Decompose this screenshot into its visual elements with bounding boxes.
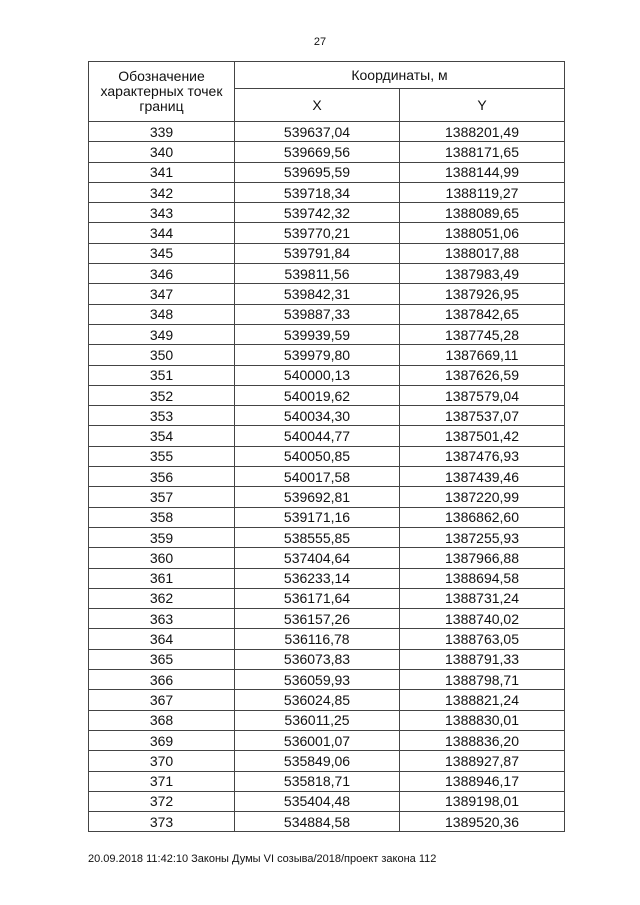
y-cell: 1388731,24 (400, 588, 565, 608)
x-cell: 539811,56 (235, 264, 400, 284)
x-cell: 536116,78 (235, 629, 400, 649)
point-cell: 364 (89, 629, 235, 649)
table-row (89, 690, 565, 710)
point-cell: 340 (89, 142, 235, 162)
x-cell: 536059,93 (235, 670, 400, 690)
x-cell: 539692,81 (235, 487, 400, 507)
table-row (89, 548, 565, 568)
table-row (89, 243, 565, 263)
coordinates-table (88, 61, 565, 832)
x-cell: 539669,56 (235, 142, 400, 162)
y-cell: 1388171,65 (400, 142, 565, 162)
x-cell: 540044,77 (235, 426, 400, 446)
table-row (89, 426, 565, 446)
table-row (89, 629, 565, 649)
x-cell: 536073,83 (235, 649, 400, 669)
point-cell: 363 (89, 609, 235, 629)
point-cell: 368 (89, 710, 235, 730)
x-cell: 540019,62 (235, 385, 400, 405)
x-cell: 539887,33 (235, 304, 400, 324)
x-cell: 535849,06 (235, 751, 400, 771)
point-cell: 356 (89, 467, 235, 487)
x-cell: 535818,71 (235, 771, 400, 791)
x-cell: 536171,64 (235, 588, 400, 608)
page-number: 27 (313, 36, 327, 48)
y-cell: 1387537,07 (400, 406, 565, 426)
y-cell: 1387626,59 (400, 365, 565, 385)
y-cell: 1388821,24 (400, 690, 565, 710)
point-cell: 339 (89, 122, 235, 142)
y-cell: 1388763,05 (400, 629, 565, 649)
point-cell: 358 (89, 507, 235, 527)
y-cell: 1389198,01 (400, 791, 565, 811)
table-row (89, 223, 565, 243)
table-row (89, 751, 565, 771)
y-cell: 1388836,20 (400, 730, 565, 750)
y-cell: 1387745,28 (400, 324, 565, 344)
point-cell: 370 (89, 751, 235, 771)
table-row (89, 791, 565, 811)
point-cell: 369 (89, 730, 235, 750)
x-cell: 536024,85 (235, 690, 400, 710)
table-row (89, 122, 565, 142)
y-cell: 1388791,33 (400, 649, 565, 669)
table-row (89, 649, 565, 669)
table-row (89, 710, 565, 730)
table-row (89, 609, 565, 629)
y-cell: 1387501,42 (400, 426, 565, 446)
x-cell: 540034,30 (235, 406, 400, 426)
table-row (89, 670, 565, 690)
y-cell: 1387983,49 (400, 264, 565, 284)
table-row (89, 203, 565, 223)
table-row (89, 588, 565, 608)
point-cell: 345 (89, 243, 235, 263)
point-cell: 365 (89, 649, 235, 669)
x-cell: 540050,85 (235, 446, 400, 466)
table-row (89, 162, 565, 182)
table-row (89, 507, 565, 527)
table-row (89, 527, 565, 547)
table-row (89, 406, 565, 426)
y-cell: 1387842,65 (400, 304, 565, 324)
y-cell: 1388144,99 (400, 162, 565, 182)
y-cell: 1388017,88 (400, 243, 565, 263)
point-cell: 373 (89, 812, 235, 832)
y-cell: 1388740,02 (400, 609, 565, 629)
y-cell: 1386862,60 (400, 507, 565, 527)
point-cell: 353 (89, 406, 235, 426)
footer-text: 20.09.2018 11:42:10 Законы Думы VI созыва/2018/проект закона 112 (88, 853, 437, 865)
point-cell: 343 (89, 203, 235, 223)
y-cell: 1387669,11 (400, 345, 565, 365)
table-row (89, 182, 565, 202)
table-row (89, 345, 565, 365)
y-cell: 1387926,95 (400, 284, 565, 304)
y-cell: 1387220,99 (400, 487, 565, 507)
point-cell: 359 (89, 527, 235, 547)
y-cell: 1388119,27 (400, 182, 565, 202)
x-cell: 534884,58 (235, 812, 400, 832)
table-row (89, 385, 565, 405)
point-cell: 360 (89, 548, 235, 568)
y-cell: 1388201,49 (400, 122, 565, 142)
y-cell: 1388927,87 (400, 751, 565, 771)
x-cell: 536157,26 (235, 609, 400, 629)
x-cell: 540017,58 (235, 467, 400, 487)
x-cell: 539637,04 (235, 122, 400, 142)
point-cell: 350 (89, 345, 235, 365)
x-cell: 538555,85 (235, 527, 400, 547)
x-cell: 535404,48 (235, 791, 400, 811)
x-cell: 539791,84 (235, 243, 400, 263)
x-cell: 539171,16 (235, 507, 400, 527)
y-cell: 1389520,36 (400, 812, 565, 832)
table-row (89, 467, 565, 487)
table-body (89, 122, 565, 832)
y-cell: 1388051,06 (400, 223, 565, 243)
table-row (89, 304, 565, 324)
y-cell: 1388830,01 (400, 710, 565, 730)
y-cell: 1388946,17 (400, 771, 565, 791)
point-cell: 351 (89, 365, 235, 385)
x-cell: 540000,13 (235, 365, 400, 385)
table-row (89, 568, 565, 588)
y-cell: 1388694,58 (400, 568, 565, 588)
header-x: X (235, 89, 400, 122)
point-cell: 354 (89, 426, 235, 446)
x-cell: 539939,59 (235, 324, 400, 344)
point-cell: 341 (89, 162, 235, 182)
x-cell: 539979,80 (235, 345, 400, 365)
x-cell: 539842,31 (235, 284, 400, 304)
point-cell: 355 (89, 446, 235, 466)
point-cell: 348 (89, 304, 235, 324)
point-cell: 366 (89, 670, 235, 690)
table-row (89, 324, 565, 344)
point-cell: 342 (89, 182, 235, 202)
table-row (89, 446, 565, 466)
point-cell: 347 (89, 284, 235, 304)
x-cell: 539742,32 (235, 203, 400, 223)
header-coordinates: Координаты, м (235, 62, 565, 89)
y-cell: 1388089,65 (400, 203, 565, 223)
point-cell: 344 (89, 223, 235, 243)
x-cell: 536011,25 (235, 710, 400, 730)
point-cell: 372 (89, 791, 235, 811)
y-cell: 1387255,93 (400, 527, 565, 547)
table-row (89, 284, 565, 304)
point-cell: 349 (89, 324, 235, 344)
header-y: Y (400, 89, 565, 122)
x-cell: 539695,59 (235, 162, 400, 182)
table-row (89, 812, 565, 832)
y-cell: 1387966,88 (400, 548, 565, 568)
x-cell: 536233,14 (235, 568, 400, 588)
table-row (89, 142, 565, 162)
table-row (89, 487, 565, 507)
table-row (89, 264, 565, 284)
table-row (89, 365, 565, 385)
table-row (89, 730, 565, 750)
point-cell: 352 (89, 385, 235, 405)
y-cell: 1388798,71 (400, 670, 565, 690)
x-cell: 536001,07 (235, 730, 400, 750)
point-cell: 371 (89, 771, 235, 791)
table-row (89, 771, 565, 791)
x-cell: 539770,21 (235, 223, 400, 243)
y-cell: 1387579,04 (400, 385, 565, 405)
point-cell: 357 (89, 487, 235, 507)
x-cell: 539718,34 (235, 182, 400, 202)
header-point-name: Обозначение характерных точек границ (89, 62, 235, 122)
point-cell: 361 (89, 568, 235, 588)
y-cell: 1387439,46 (400, 467, 565, 487)
x-cell: 537404,64 (235, 548, 400, 568)
point-cell: 367 (89, 690, 235, 710)
point-cell: 346 (89, 264, 235, 284)
y-cell: 1387476,93 (400, 446, 565, 466)
point-cell: 362 (89, 588, 235, 608)
